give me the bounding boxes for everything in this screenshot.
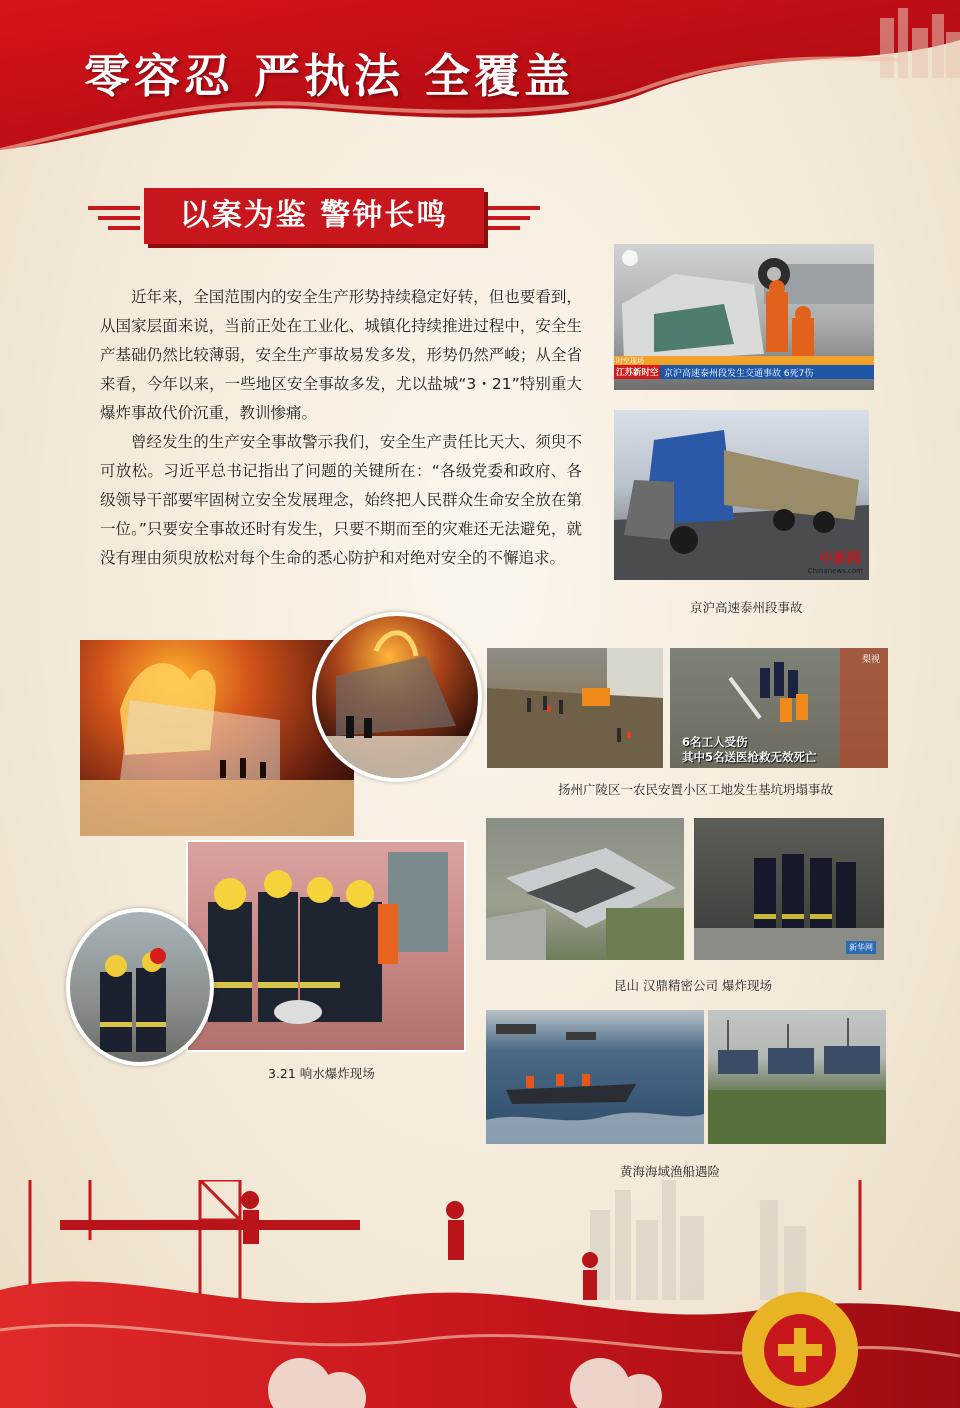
sea-rescue-photo <box>486 1010 704 1144</box>
highway-accident-photo <box>614 244 874 390</box>
caption-highway: 京沪高速泰州段事故 <box>690 600 803 615</box>
foundation-overlay-2: 其中5名送医抢救无效死亡 <box>682 750 817 764</box>
firefighters-rescue-photo <box>186 840 466 1052</box>
fire-explosion-photo <box>80 640 354 836</box>
section-title-block <box>88 188 540 244</box>
fire-circle-photo <box>312 612 482 782</box>
bottom-decoration <box>0 1180 960 1408</box>
kunshan-interior-photo <box>694 818 884 960</box>
caption-xiangshui: 3.21 响水爆炸现场 <box>268 1066 375 1081</box>
highway-overlay-bar: 江苏新时空 <box>616 368 659 378</box>
caption-foundation: 扬州广陵区一农民安置小区工地发生基坑坍塌事故 <box>558 782 834 797</box>
explosion-logo: 新华网 <box>846 941 876 954</box>
highway-overlay-text: 京沪高速泰州段发生交通事故 6死7伤 <box>664 369 814 379</box>
foundation-collapse-photo-2 <box>670 648 888 768</box>
foundation-logo: 梨视 <box>861 655 880 665</box>
truck-watermark-url: Chinanews.com <box>807 567 863 575</box>
foundation-collapse-photo-1 <box>487 648 663 768</box>
truck-accident-photo <box>614 410 869 580</box>
paragraph-1: 近年来，全国范围内的安全生产形势持续稳定好转，但也要看到，从国家层面来说，当前正处在工业化、城镇化持续推进过程中，安全生产基础仍然比较薄弱，安全生产事故易发多发，形势仍然严峻；从全省来看，今年以来，一些地区安全事故多发，尤以盐城“3・21”特别重大爆炸事故代价沉重，教训惨痛。 <box>100 288 582 422</box>
caption-fishing: 黄海海域渔船遇险 <box>620 1164 721 1179</box>
paragraph-2: 曾经发生的生产安全事故警示我们，安全生产责任比天大、须臾不可放松。习近平总书记指出了问题的关键所在：“各级党委和政府、各级领导干部要牢固树立安全发展理念，始终把人民群众生命安全放在第一位。”只要安全事故还时有发生，只要不期而至的灾难还无法避免，就没有理由须臾放松对每个生命的悉心防护和对绝对安全的不懈追求。 <box>100 433 582 567</box>
kunshan-aerial-photo <box>486 818 684 960</box>
highway-tag: 时空现场 <box>616 357 644 365</box>
section-title: 以案为鉴 警钟长鸣 <box>179 198 449 233</box>
truck-watermark: 中新网 <box>819 551 861 567</box>
safety-emblem-icon <box>776 1316 824 1364</box>
harbor-photo <box>708 1010 886 1144</box>
tv-logo-icon <box>622 250 638 266</box>
main-title: 零容忍 严执法 全覆盖 <box>84 49 575 103</box>
body-text <box>100 283 582 573</box>
foundation-overlay-1: 6名工人受伤 <box>682 735 748 749</box>
rescue-circle-photo <box>66 908 214 1066</box>
caption-kunshan: 昆山 汉鼎精密公司 爆炸现场 <box>614 978 772 993</box>
